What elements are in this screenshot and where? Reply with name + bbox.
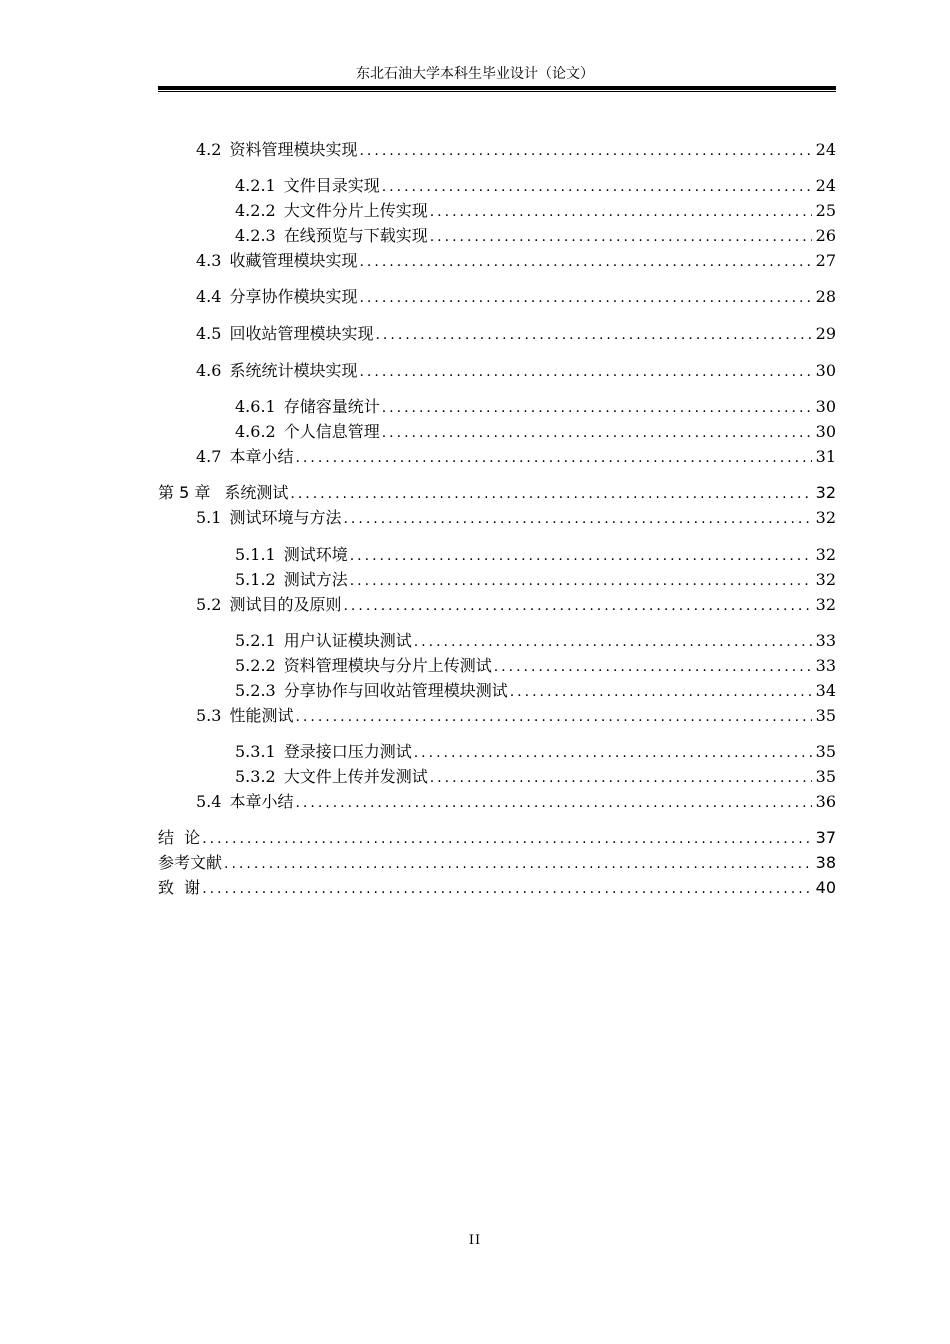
toc-entry-title: 资料管理模块实现 xyxy=(229,140,358,159)
toc-entry xyxy=(158,680,836,702)
toc-entry-title: 登录接口压力测试 xyxy=(283,742,412,761)
toc-dot-leader xyxy=(430,201,812,223)
toc-entry-number: 4.2.2 xyxy=(235,201,276,220)
toc-entry xyxy=(158,360,836,382)
toc-entry-number: 4.7 xyxy=(196,447,222,466)
toc-dot-leader xyxy=(510,681,812,703)
toc-entry-page: 35 xyxy=(815,706,836,725)
toc-entry xyxy=(158,705,836,727)
toc-entry xyxy=(158,396,836,418)
toc-entry xyxy=(158,791,836,813)
toc-entry-number: 5.3.2 xyxy=(235,767,276,786)
toc-entry-number: 4.2.1 xyxy=(235,176,276,195)
toc-entry-title: 本章小结 xyxy=(229,447,294,466)
toc-entry-page: 38 xyxy=(815,853,836,872)
toc-entry xyxy=(158,655,836,677)
toc-entry-page: 32 xyxy=(815,570,836,589)
toc-entry-title: 性能测试 xyxy=(229,706,294,725)
toc-entry-page: 24 xyxy=(815,140,836,159)
toc-entry xyxy=(158,225,836,247)
toc-entry-page: 30 xyxy=(815,397,836,416)
toc-entry xyxy=(158,877,836,899)
toc-dot-leader xyxy=(359,251,811,273)
toc-entry-number: 4.5 xyxy=(196,324,222,343)
toc-entry-number: 4.6.1 xyxy=(235,397,276,416)
toc-entry-title: 存储容量统计 xyxy=(283,397,380,416)
toc-entry-page: 33 xyxy=(815,656,836,675)
toc-entry-title: 文件目录实现 xyxy=(283,176,380,195)
toc-entry-page: 28 xyxy=(815,287,836,306)
toc-entry xyxy=(158,594,836,616)
toc-entry-page: 32 xyxy=(815,483,836,502)
toc-dot-leader xyxy=(414,631,812,653)
toc-entry-title: 个人信息管理 xyxy=(283,422,380,441)
toc-entry-title: 分享协作模块实现 xyxy=(229,287,358,306)
toc-entry-number: 4.6.2 xyxy=(235,422,276,441)
toc-entry-title: 测试方法 xyxy=(283,570,348,589)
toc-entry-page: 25 xyxy=(815,201,836,220)
toc-entry xyxy=(158,175,836,197)
toc-entry xyxy=(158,827,836,849)
toc-entry-title: 测试环境与方法 xyxy=(229,508,342,527)
toc-entry-page: 37 xyxy=(815,828,836,847)
toc-entry-number: 4.3 xyxy=(196,251,222,270)
toc-entry xyxy=(158,139,836,161)
toc-dot-leader xyxy=(382,422,812,444)
toc-entry xyxy=(158,569,836,591)
toc-dot-leader xyxy=(343,595,811,617)
toc-entry-number: 4.2.3 xyxy=(235,226,276,245)
toc-entry-page: 30 xyxy=(815,361,836,380)
toc-entry xyxy=(158,482,836,504)
toc-dot-leader xyxy=(350,570,812,592)
toc-entry-title: 收藏管理模块实现 xyxy=(229,251,358,270)
toc-entry xyxy=(158,421,836,443)
toc-dot-leader xyxy=(350,545,812,567)
toc-entry-title: 参考文献 xyxy=(158,853,223,872)
toc-dot-leader xyxy=(202,878,811,900)
toc-entry-number: 第 5 章 xyxy=(158,483,211,502)
toc-dot-leader xyxy=(375,324,811,346)
toc-entry-number: 5.2.3 xyxy=(235,681,276,700)
toc-entry xyxy=(158,507,836,529)
toc-entry-page: 35 xyxy=(815,742,836,761)
toc-entry-number: 5.3 xyxy=(196,706,222,725)
toc-entry-page: 29 xyxy=(815,324,836,343)
toc-entry-number: 5.1.1 xyxy=(235,545,276,564)
toc-entry-page: 34 xyxy=(815,681,836,700)
toc-dot-leader xyxy=(494,656,812,678)
toc-dot-leader xyxy=(295,447,811,469)
toc-entry-number: 5.1.2 xyxy=(235,570,276,589)
toc-entry-page: 32 xyxy=(815,545,836,564)
toc-entry-title: 资料管理模块与分片上传测试 xyxy=(283,656,492,675)
toc-entry-title: 测试目的及原则 xyxy=(229,595,342,614)
toc-dot-leader xyxy=(359,361,811,383)
toc-dot-leader xyxy=(382,397,812,419)
toc-dot-leader xyxy=(295,792,811,814)
toc-entry-page: 36 xyxy=(815,792,836,811)
toc-entry-title: 回收站管理模块实现 xyxy=(229,324,374,343)
toc-entry-page: 32 xyxy=(815,595,836,614)
toc-entry-page: 26 xyxy=(815,226,836,245)
toc-entry-title: 分享协作与回收站管理模块测试 xyxy=(283,681,508,700)
toc-entry-page: 35 xyxy=(815,767,836,786)
toc-entry-page: 27 xyxy=(815,251,836,270)
toc-dot-leader xyxy=(290,483,811,505)
toc-entry xyxy=(158,250,836,272)
toc-entry-title: 用户认证模块测试 xyxy=(283,631,412,650)
toc-dot-leader xyxy=(414,742,812,764)
toc-entry-title: 在线预览与下载实现 xyxy=(283,226,428,245)
toc-entry-number: 5.3.1 xyxy=(235,742,276,761)
toc-dot-leader xyxy=(202,828,811,850)
toc-entry-number: 5.2.2 xyxy=(235,656,276,675)
toc-dot-leader xyxy=(430,226,812,248)
toc-entry-title: 大文件上传并发测试 xyxy=(283,767,428,786)
toc-entry xyxy=(158,200,836,222)
header-rule-thick xyxy=(158,86,836,90)
toc-entry-number: 4.4 xyxy=(196,287,222,306)
toc-entry-number: 5.2.1 xyxy=(235,631,276,650)
toc-dot-leader xyxy=(295,706,811,728)
toc-entry-title: 本章小结 xyxy=(229,792,294,811)
toc-entry-page: 33 xyxy=(815,631,836,650)
toc-entry-number: 5.2 xyxy=(196,595,222,614)
toc-entry-title: 大文件分片上传实现 xyxy=(283,201,428,220)
toc-dot-leader xyxy=(343,508,811,530)
toc-entry-title: 致 谢 xyxy=(158,878,201,897)
header-rule-thin xyxy=(158,91,836,92)
toc-dot-leader xyxy=(382,176,812,198)
page-number: II xyxy=(468,1233,482,1248)
toc-entry-number: 4.2 xyxy=(196,140,222,159)
toc-entry-page: 32 xyxy=(815,508,836,527)
toc-entry-title: 结 论 xyxy=(158,828,201,847)
toc-entry-title: 系统统计模块实现 xyxy=(229,361,358,380)
toc-entry xyxy=(158,766,836,788)
toc-entry xyxy=(158,286,836,308)
toc-entry xyxy=(158,544,836,566)
toc-entry-page: 31 xyxy=(815,447,836,466)
toc-dot-leader xyxy=(359,140,811,162)
toc-entry-page: 24 xyxy=(815,176,836,195)
toc-entry-number: 5.4 xyxy=(196,792,222,811)
toc-dot-leader xyxy=(430,767,812,789)
toc-entry xyxy=(158,630,836,652)
toc-entry-page: 30 xyxy=(815,422,836,441)
toc-entry xyxy=(158,446,836,468)
toc-dot-leader xyxy=(359,287,811,309)
toc-entry xyxy=(158,852,836,874)
toc-entry xyxy=(158,741,836,763)
header-title: 东北石油大学本科生毕业设计（论文） xyxy=(356,66,594,82)
toc-dot-leader xyxy=(224,853,812,875)
toc-entry xyxy=(158,323,836,345)
toc-entry-page: 40 xyxy=(815,878,836,897)
toc-entry-title: 系统测试 xyxy=(224,483,289,502)
toc-entry-number: 4.6 xyxy=(196,361,222,380)
toc-entry-number: 5.1 xyxy=(196,508,222,527)
toc-entry-title: 测试环境 xyxy=(283,545,348,564)
